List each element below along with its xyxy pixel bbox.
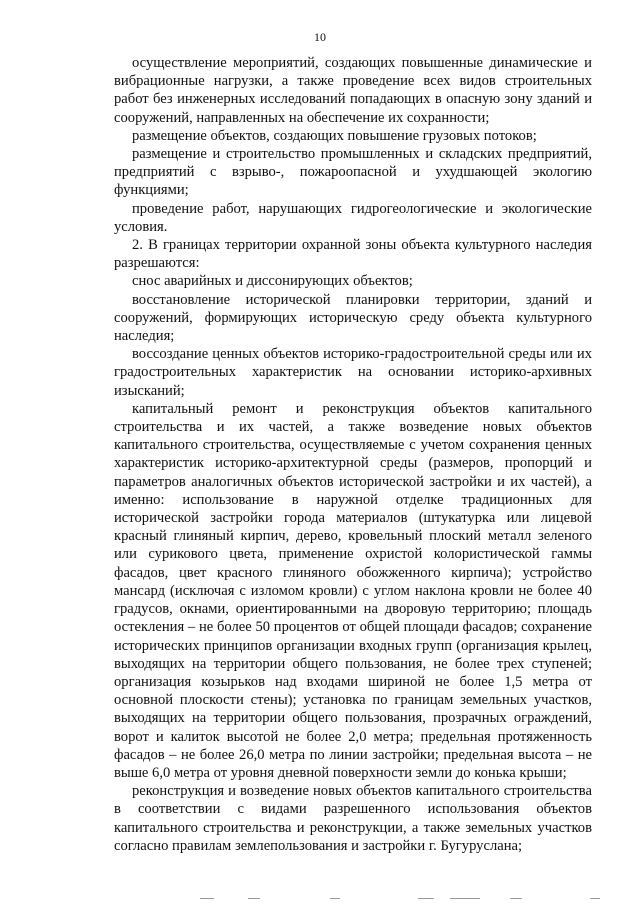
paragraph: 2. В границах территории охранной зоны объекта культурного наследия разрешаются: (114, 237, 592, 272)
body-text (114, 54, 592, 855)
scan-artifact (510, 898, 522, 899)
paragraph: капитальный ремонт и реконструкция объектов капитального строительства и их частей, а также возведение новых объектов капитального строительства, осуществляемые с учетом сохранения ценных характеристик историко-архитектурной среды (размеров, пропорций и параметров аналогичных объектов исторической застройки и их частей), а именно: использование в наружной отделке традиционных для исторической застройки города материалов (штукатурка или лицевой красный глиняный кирпич, дерево, кровельный плоский металл зеленого или сурикового цвета, применение охристой колористической гаммы фасадов, цвет красного глиняного обожженного кирпича); устройство мансард (исключая с изломом кровли) с углом наклона кровли не более 40 градусов, окнами, ориентированными на дворовую территорию; площадь остекления – не более 50 процентов от общей площади фасадов; сохранение исторических принципов организации входных групп (организация крылец, выходящих на территории общего пользования, не более трех ступеней; организация козырьков над входами шириной не более 1,5 метра от основной плоскости стены); установка по границам земельных участков, выходящих на территории общего пользования, прозрачных ограждений, ворот и калиток высотой не более 2,0 метра; предельная протяженность фасадов – не более 26,0 метра по линии застройки; предельная высота – не выше 6,0 метра от уровня дневной поверхности земли до конька крыши; (114, 400, 592, 781)
paragraph: восстановление исторической планировки территории, зданий и сооружений, формирующих историческую среду объекта культурного наследия; (114, 291, 592, 345)
scan-artifact (248, 898, 260, 899)
page-number: 10 (314, 30, 326, 44)
scan-artifact (200, 898, 214, 899)
paragraph: проведение работ, нарушающих гидрогеологические и экологические условия. (114, 200, 592, 235)
scan-artifact (330, 898, 340, 899)
paragraph: размещение объектов, создающих повышение грузовых потоков; (132, 127, 537, 144)
page-bottom-edge (0, 893, 640, 905)
scan-artifact (450, 898, 480, 899)
paragraph: размещение и строительство промышленных и складских предприятий, предприятий с взрыво-, пожароопасной и ухудшающей экологию функциями; (114, 146, 592, 199)
paragraph: реконструкция и возведение новых объектов капитального строительства в соответствии с видами разрешенного использования объектов капитального строительства и реконструкции, а также земельных участков согласно правилам землепользования и застройки г. Бугуруслана; (114, 783, 592, 854)
scan-artifact (590, 898, 600, 899)
paragraph: снос аварийных и диссонирующих объектов; (132, 273, 413, 290)
paragraph: осуществление мероприятий, создающих повышенные динамические и вибрационные нагрузки, а также проведение всех видов строительных работ без инженерных исследований попадающих в опасную зону зданий и сооружений, направленных на обеспечение их сохранности; (114, 55, 592, 126)
paragraph: воссоздание ценных объектов историко-градостроительной среды или их градостроительных характеристик на основании историко-архивных изысканий; (114, 346, 592, 399)
scan-artifact (418, 898, 434, 899)
